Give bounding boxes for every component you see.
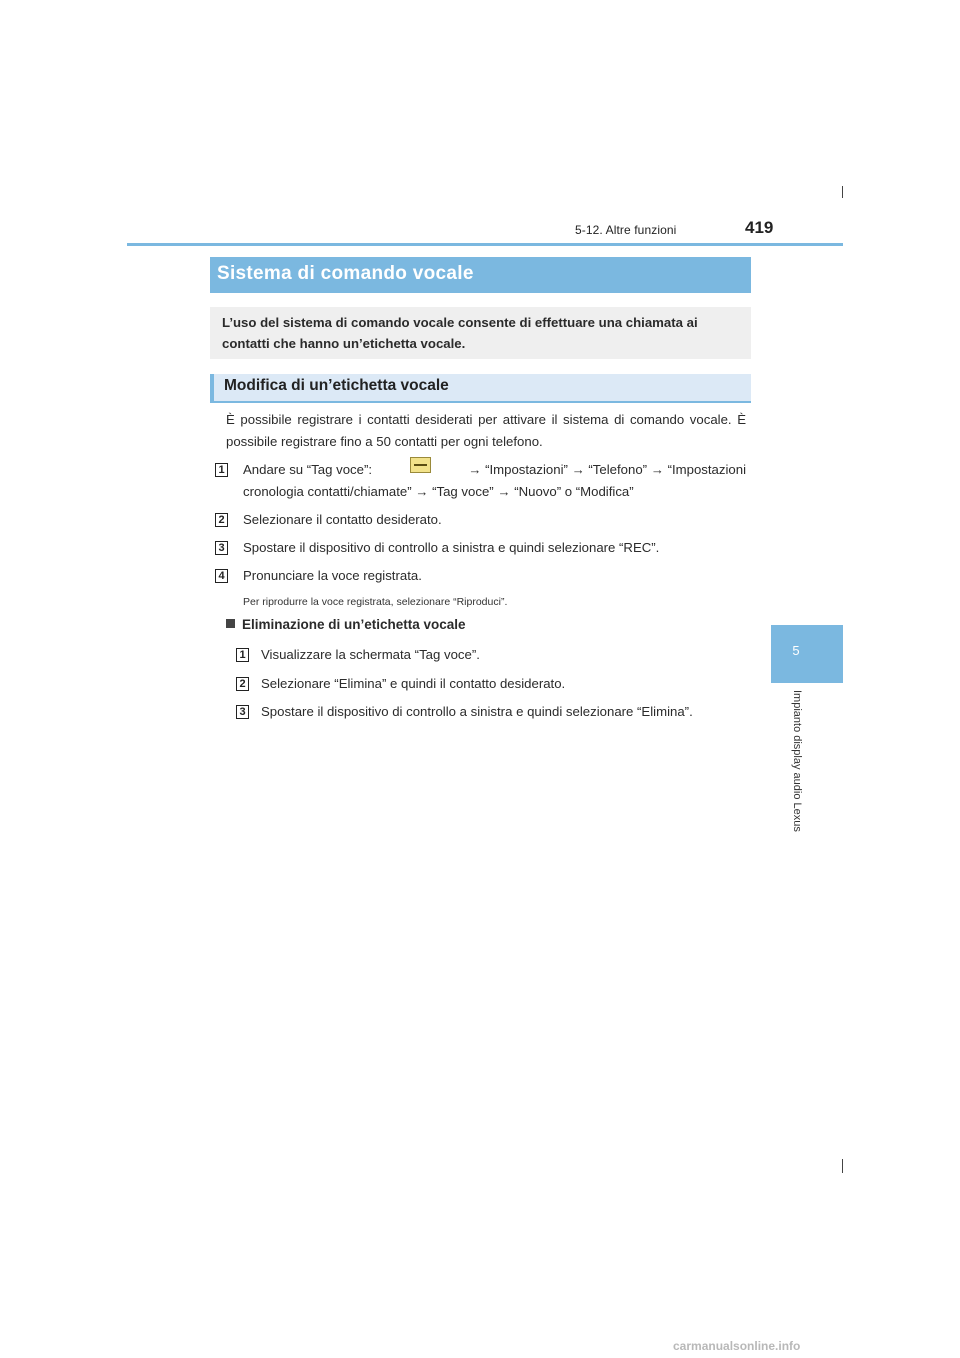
step-badge-1: 1 (215, 463, 228, 477)
section-title-bar (210, 257, 751, 293)
header-rule (127, 243, 843, 246)
crop-mark-bottom (842, 1159, 843, 1173)
subheader-bar (210, 374, 751, 402)
delete-step-3-text: Spostare il dispositivo di controllo a sinistra e quindi selezionare “Elimina”. (261, 704, 693, 719)
chapter-label-text: Impianto display audio Lexus (791, 690, 803, 832)
subheader-rule (210, 401, 751, 403)
step-badge-4: 4 (215, 569, 228, 583)
square-bullet-icon (226, 619, 235, 628)
step-4-text: Pronunciare la voce registrata. (243, 568, 422, 583)
step-1-line-2: cronologia contatti/chiamate” → “Tag voce” → “Nuovo” o “Modifica” (243, 484, 634, 499)
step-badge-3: 3 (215, 541, 228, 555)
step-2-text: Selezionare il contatto desiderato. (243, 512, 442, 527)
chapter-side-label (786, 690, 806, 860)
body-paragraph: È possibile registrare i contatti desiderati per attivare il sistema di comando vocale. È possibile registrare fino a 50 contatti per ogni telefono. (226, 412, 746, 449)
step-badge-2: 2 (215, 513, 228, 527)
intro-box (210, 307, 751, 359)
section-header: 5-12. Altre funzioni (575, 223, 677, 237)
step-1-text-a: Andare su “Tag voce”: (243, 462, 373, 477)
footer-watermark: carmanualsonline.info (673, 1339, 801, 1353)
delete-heading-text: Eliminazione di un’etichetta vocale (242, 617, 466, 632)
section-title: Sistema di comando vocale (217, 263, 474, 284)
chapter-number: 5 (792, 643, 800, 658)
step-1-text-b: → “Impostazioni” → “Telefono” → “Impostazioni (468, 462, 746, 477)
delete-section-heading (226, 617, 466, 632)
delete-step-badge-1: 1 (236, 648, 249, 662)
step-3-text: Spostare il dispositivo di controllo a sinistra e quindi selezionare “REC”. (243, 540, 660, 555)
step-1-line-1 (243, 459, 746, 481)
page-number: 419 (745, 218, 774, 237)
intro-text: L’uso del sistema di comando vocale consente di effettuare una chiamata ai contatti che hanno un’etichetta vocale. (222, 315, 698, 351)
delete-step-2-text: Selezionare “Elimina” e quindi il contatto desiderato. (261, 676, 566, 691)
menu-button-icon (410, 457, 431, 473)
step-note: Per riprodurre la voce registrata, selezionare “Riproduci”. (243, 596, 508, 608)
delete-step-1-text: Visualizzare la schermata “Tag voce”. (261, 647, 480, 662)
delete-step-badge-2: 2 (236, 677, 249, 691)
crop-mark-top (842, 186, 843, 198)
delete-step-badge-3: 3 (236, 705, 249, 719)
subheader-title: Modifica di un’etichetta vocale (224, 377, 449, 394)
